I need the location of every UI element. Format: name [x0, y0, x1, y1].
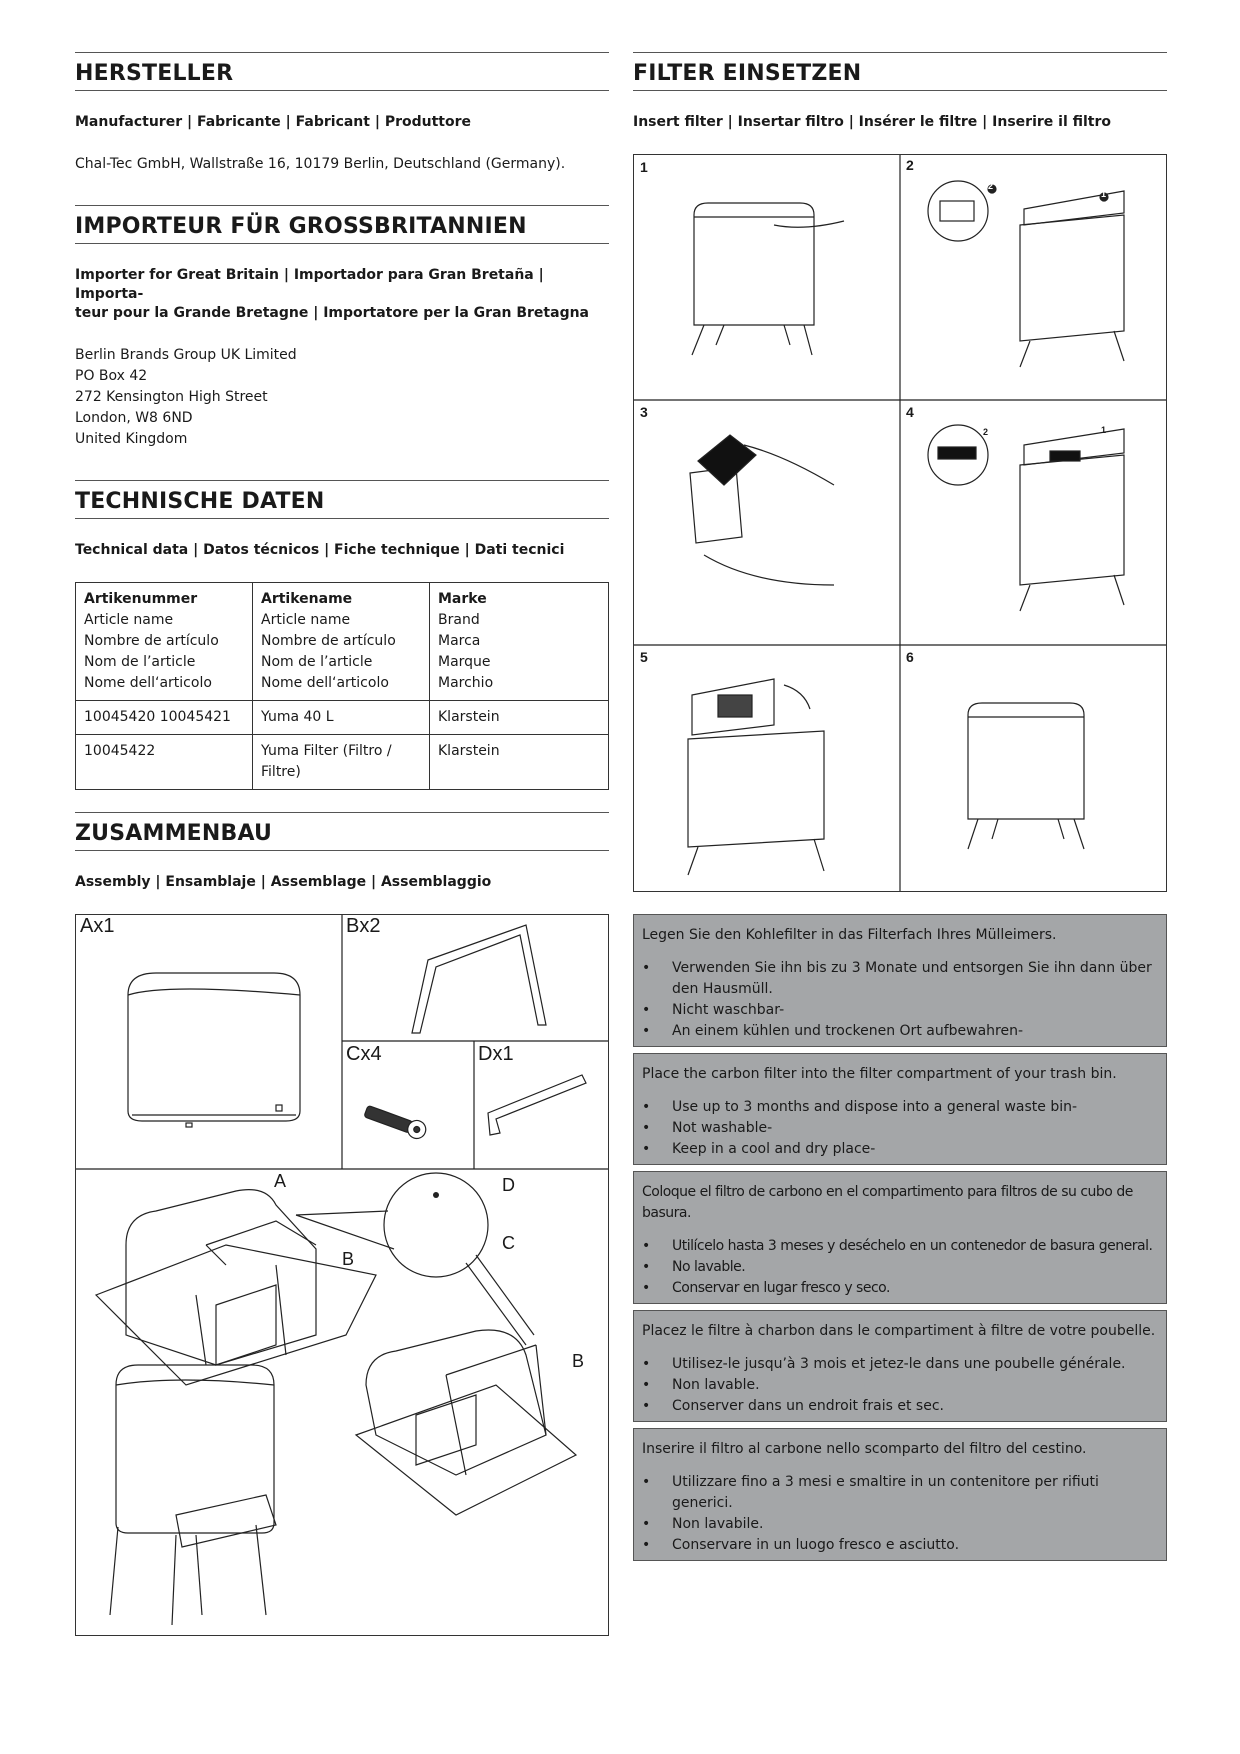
list-item: • No lavable. [642, 1257, 1158, 1278]
manufacturer-heading: HERSTELLER [75, 52, 609, 91]
list-item: • Conservare in un luogo fresco e asciutto. [642, 1535, 1158, 1556]
step-number: 3 [640, 404, 648, 420]
callout-d: D [502, 1175, 515, 1195]
header-line: Nombre de artículo [261, 633, 396, 649]
instruction-list [642, 958, 1158, 1042]
filter-subheading: Insert filter | Insertar filtro | Insérer le filtre | Inserire il filtro [633, 114, 1112, 130]
table-header-cell [253, 583, 430, 701]
list-item: • Keep in a cool and dry place- [642, 1139, 1158, 1160]
step-marker: 1 [1101, 189, 1107, 199]
step-number: 2 [906, 157, 914, 173]
header-line: Nombre de artículo [84, 633, 219, 649]
importer-subheading-line: Importer for Great Britain | Importador para Gran Bretaña | Importa- [75, 267, 544, 302]
filter-steps-figure [633, 154, 1167, 892]
right-column [633, 52, 1167, 1567]
header-line: Nome dell‘articolo [84, 675, 212, 691]
list-item: • Non lavabile. [642, 1514, 1158, 1535]
list-item: • Utilícelo hasta 3 meses y deséchelo en un contenedor de basura general. [642, 1236, 1158, 1257]
header-line: Article name [261, 612, 351, 628]
assembly-figure [75, 914, 609, 1636]
header-line: Brand [438, 612, 480, 628]
list-item: • Not washable- [642, 1118, 1158, 1139]
instruction-lead: Legen Sie den Kohlefilter in das Filterfach Ihres Mülleimers. [642, 927, 1057, 943]
instruction-box-es [633, 1171, 1167, 1304]
instruction-list [642, 1472, 1158, 1556]
list-item: • Utilisez-le jusqu’à 3 mois et jetez-le dans une poubelle générale. [642, 1354, 1158, 1375]
list-item: • Verwenden Sie ihn bis zu 3 Monate und entsorgen Sie ihn dann über den Hausmüll. [642, 958, 1158, 1000]
instruction-lead: Placez le filtre à charbon dans le compartiment à filtre de votre poubelle. [642, 1323, 1156, 1339]
importer-heading: IMPORTEUR FÜR GROSSBRITANNIEN [75, 205, 609, 244]
assembly-drawing [76, 915, 608, 1635]
list-item: • Non lavable. [642, 1375, 1158, 1396]
step-number: 5 [640, 649, 648, 665]
tech-subheading: Technical data | Datos técnicos | Fiche technique | Dati tecnici [75, 542, 565, 558]
instruction-lead: Coloque el filtro de carbono en el compartimento para filtros de su cubo de basura. [642, 1184, 1133, 1221]
header-line: Marque [438, 654, 491, 670]
table-cell: 10045422 [76, 735, 253, 790]
instruction-lead: Place the carbon filter into the filter compartment of your trash bin. [642, 1066, 1117, 1082]
address-line: Berlin Brands Group UK Limited [75, 347, 297, 363]
tech-heading: TECHNISCHE DATEN [75, 480, 609, 519]
manufacturer-address: Chal-Tec GmbH, Wallstraße 16, 10179 Berlin, Deutschland (Germany). [75, 156, 566, 172]
header-line: Nom de l’article [261, 654, 373, 670]
list-item: • An einem kühlen und trockenen Ort aufbewahren- [642, 1021, 1158, 1042]
header-line: Nom de l’article [84, 654, 196, 670]
list-item: • Conserver dans un endroit frais et sec. [642, 1396, 1158, 1417]
tech-table [75, 582, 609, 790]
importer-subheading [75, 266, 609, 323]
instruction-box-de [633, 914, 1167, 1047]
part-d-label: Dx1 [478, 1043, 514, 1065]
table-cell: Klarstein [430, 735, 609, 790]
step-marker: 2 [988, 181, 994, 191]
assembly-heading: ZUSAMMENBAU [75, 812, 609, 851]
instruction-list [642, 1354, 1158, 1417]
part-a-label: Ax1 [80, 915, 115, 937]
callout-c: C [502, 1233, 515, 1253]
header-title: Artikename [261, 591, 353, 607]
assembly-subheading: Assembly | Ensamblaje | Assemblage | Assemblaggio [75, 874, 492, 890]
part-b-label: Bx2 [346, 915, 381, 937]
callout-b: B [572, 1351, 585, 1371]
header-line: Marca [438, 633, 481, 649]
address-line: London, W8 6ND [75, 410, 193, 426]
callout-a: A [274, 1171, 287, 1191]
step-number: 4 [906, 404, 914, 420]
header-title: Marke [438, 591, 487, 607]
instruction-list [642, 1097, 1158, 1160]
importer-subheading-line: teur pour la Grande Bretagne | Importatore per la Gran Bretagna [75, 305, 590, 321]
list-item: • Utilizzare fino a 3 mesi e smaltire in un contenitore per rifiuti generici. [642, 1472, 1158, 1514]
list-item: • Use up to 3 months and dispose into a general waste bin- [642, 1097, 1158, 1118]
instruction-box-it [633, 1428, 1167, 1561]
table-cell: Yuma Filter (Filtro / Filtre) [253, 735, 430, 790]
address-line: United Kingdom [75, 431, 188, 447]
manufacturer-subheading: Manufacturer | Fabricante | Fabricant | Produttore [75, 114, 472, 130]
table-cell: Yuma 40 L [253, 701, 430, 735]
table-cell: Klarstein [430, 701, 609, 735]
instruction-box-en [633, 1053, 1167, 1165]
filter-heading: FILTER EINSETZEN [633, 52, 1167, 91]
header-title: Artikenummer [84, 591, 198, 607]
part-c-label: Cx4 [346, 1043, 382, 1065]
header-line: Nome dell‘articolo [261, 675, 389, 691]
table-row [76, 735, 609, 790]
table-header-row [76, 583, 609, 701]
instructions [633, 914, 1167, 1561]
table-cell: 10045420 10045421 [76, 701, 253, 735]
step-number: 1 [640, 159, 648, 175]
list-item: • Conservar en lugar fresco y seco. [642, 1278, 1158, 1299]
step-marker: 2 [983, 427, 989, 437]
step-marker: 1 [1101, 425, 1107, 435]
instruction-box-fr [633, 1310, 1167, 1422]
callout-b: B [342, 1249, 355, 1269]
header-line: Article name [84, 612, 174, 628]
table-header-cell [76, 583, 253, 701]
instruction-lead: Inserire il filtro al carbone nello scomparto del filtro del cestino. [642, 1441, 1087, 1457]
header-line: Marchio [438, 675, 494, 691]
table-header-cell [430, 583, 609, 701]
importer-address [75, 345, 609, 450]
address-line: PO Box 42 [75, 368, 148, 384]
table-row [76, 701, 609, 735]
left-column [75, 52, 609, 1636]
address-line: 272 Kensington High Street [75, 389, 268, 405]
filter-steps-drawing [634, 155, 1166, 891]
list-item: • Nicht waschbar- [642, 1000, 1158, 1021]
instruction-list [642, 1236, 1158, 1299]
step-number: 6 [906, 649, 914, 665]
